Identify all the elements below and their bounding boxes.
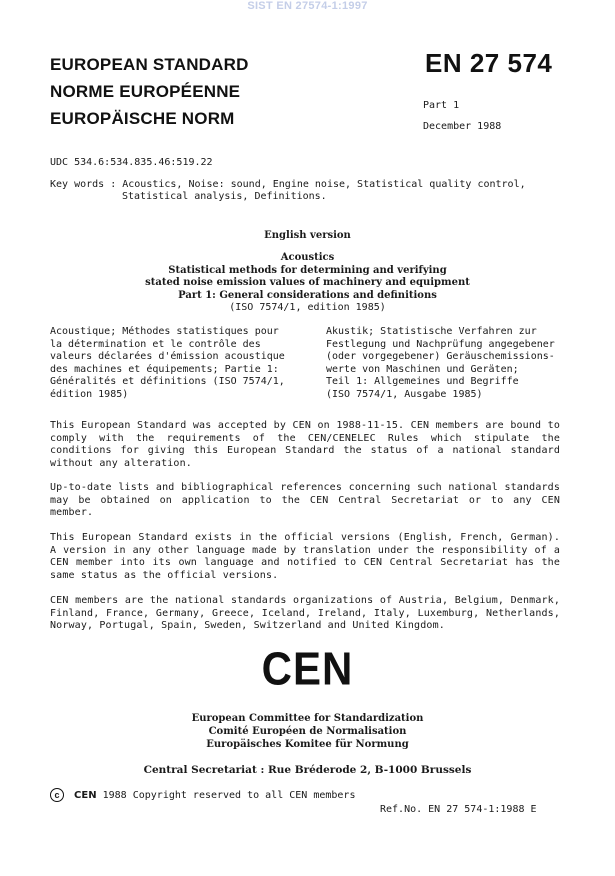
date-label: December 1988 <box>423 121 502 132</box>
german-line: werte von Maschinen und Geräten; <box>326 363 519 375</box>
german-line: Festlegung und Nachprüfung angegebener <box>326 338 555 350</box>
german-line: (ISO 7574/1, Ausgabe 1985) <box>326 388 483 400</box>
copyright-line <box>50 788 355 802</box>
reference-number: Ref.No. EN 27 574-1:1988 E <box>380 804 537 815</box>
central-secretariat: Central Secretariat : Rue Bréderode 2, B-1000 Brussels <box>143 764 472 776</box>
title-line-4: Part 1: General considerations and definitions <box>178 289 437 301</box>
german-title-block <box>326 326 555 402</box>
title-german: EUROPÄISCHE NORM <box>50 109 235 128</box>
french-line: des machines et équipements; Partie 1: <box>50 363 279 375</box>
french-line: Acoustique; Méthodes statistiques pour <box>50 326 279 337</box>
members-paragraph: CEN members are the national standards organizations of Austria, Belgium, Denmark, Finland, France, Germany, Greece, Iceland, Ireland, Italy, Luxemburg, Netherlands, Norway, Portugal, Spain, Sweden, Switzerland and United Kingdom. <box>50 595 560 631</box>
watermark: SIST EN 27574-1:1997 <box>247 0 368 12</box>
french-line: valeurs déclarées d'émission acoustique <box>50 351 285 363</box>
french-line: édition 1985) <box>50 388 129 400</box>
title-line-3: stated noise emission values of machinery and equipment <box>145 277 470 289</box>
keywords-line-2: Statistical analysis, Definitions. <box>122 191 327 202</box>
cen-names <box>0 712 615 751</box>
french-line: la détermination et le contrôle des <box>50 338 261 350</box>
title-line-2: Statistical methods for determining and verifying <box>168 264 447 276</box>
keywords-line-1: Key words : Acoustics, Noise: sound, Engine noise, Statistical quality control, <box>50 179 526 190</box>
part-label: Part 1 <box>423 100 460 111</box>
copyright-text: 1988 Copyright reserved to all CEN members <box>102 790 356 801</box>
french-title-block <box>50 326 285 402</box>
copyright-icon: c <box>50 788 64 802</box>
version-label: English version <box>264 230 351 241</box>
document-title <box>0 252 615 315</box>
copyright-owner: CEN <box>74 790 97 801</box>
title-line-5: (ISO 7574/1, edition 1985) <box>229 302 386 314</box>
acceptance-paragraph: This European Standard was accepted by CEN on 1988-11-15. CEN members are bound to comply with the requirements of the CEN/CENELEC Rules which stipulate the conditions for giving this European Standard the status of a national standard without any alteration. <box>50 420 560 469</box>
title-french: NORME EUROPÉENNE <box>50 82 241 101</box>
cen-name-french: Comité Européen de Normalisation <box>208 726 407 737</box>
german-line: (oder vorgegebener) Geräuschemissions- <box>326 351 555 363</box>
cen-name-english: European Committee for Standardization <box>191 713 424 724</box>
german-line: Akustik; Statistische Verfahren zur <box>326 326 537 337</box>
udc-line: UDC 534.6:534.835.46:519.22 <box>50 157 213 168</box>
title-english: EUROPEAN STANDARD <box>50 55 249 74</box>
cen-logo: CEN <box>261 642 354 695</box>
french-line: Généralités et définitions (ISO 7574/1, <box>50 376 285 388</box>
references-paragraph: Up-to-date lists and bibliographical references concerning such national standards may be obtained on application to the CEN Central Secretariat or to any CEN member. <box>50 482 560 518</box>
versions-paragraph: This European Standard exists in the official versions (English, French, German). A version in any other language made by translation under the responsibility of a CEN member into its own language and notified to CEN Central Secretariat has the same status as the official versions. <box>50 532 560 581</box>
standard-number: EN 27 574 <box>425 48 553 78</box>
german-line: Teil 1: Allgemeines und Begriffe <box>326 376 519 388</box>
cen-name-german: Europäisches Komitee für Normung <box>206 739 409 750</box>
title-line-1: Acoustics <box>280 252 335 263</box>
